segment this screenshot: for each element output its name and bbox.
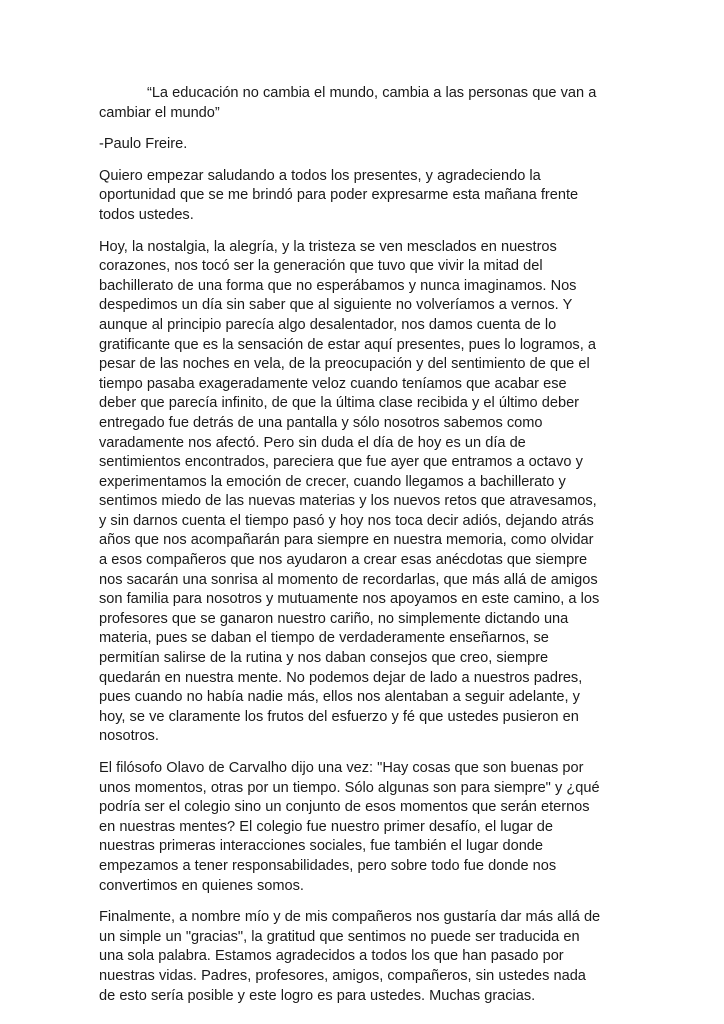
quote-attribution: -Paulo Freire. xyxy=(99,136,188,153)
paragraph-philosopher-quote: El filósofo Olavo de Carvalho dijo una vez: "Hay cosas que son buenas por unos momentos, otras por un tiempo. Sólo algunas son para siempre" y ¿qué podría ser el colegio sino un conjunto de esos momentos que serán eternos en nuestras mentes? El colegio fue nuestro primer desafío, el lugar de nuestras primeras interacciones sociales, fue también el lugar donde empezamos a tener responsabilidades, pero sobre todo fue donde nos convertimos en quienes somos. xyxy=(99,760,600,894)
epigraph-quote: “La educación no cambia el mundo, cambia a las personas que van a cambiar el mundo” xyxy=(99,85,597,121)
paragraph-main-body: Hoy, la nostalgia, la alegría, y la tristeza se ven mesclados en nuestros corazones, nos tocó ser la generación que tuvo que vivir la mitad del bachillerato de una forma que no esperábamos y nunca imaginamos. Nos despedimos un día sin saber que al siguiente no volveríamos a vernos. Y aunque al principio parecía algo desalentador, nos damos cuenta de lo gratificante que es la sensación de estar aquí presentes, pues lo logramos, a pesar de las noches en vela, de la preocupación y del sentimiento de que el tiempo pasaba exageradamente veloz cuando teníamos que acabar ese deber que parecía infinito, de que la última clase recibida y el último deber entregado fue detrás de una pantalla y sólo nosotros sabemos como varadamente nos afectó. Pero sin duda el día de hoy es un día de sentimientos encontrados, pareciera que fue ayer que entramos a octavo y experimentamos la emoción de crecer, cuando llegamos a bachillerato y sentimos miedo de las nuevas materias y los nuevos retos que atravesamos, y sin darnos cuenta el tiempo pasó y hoy nos toca decir adiós, dejando atrás años que nos acompañarán para siempre en nuestra memoria, como olvidar a esos compañeros que nos ayudaron a crear esas anécdotas que siempre nos sacarán una sonrisa al momento de recordarlas, que más allá de amigos son familia para nosotros y mutuamente nos apoyamos en este camino, a los profesores que se ganaron nuestro cariño, no simplemente dictando una materia, pues se daban el tiempo de verdaderamente enseñarnos, se permitían salirse de la rutina y nos daban consejos que creo, siempre quedarán en nuestra mente. No podemos dejar de lado a nuestros padres, pues cuando no había nadie más, ellos nos alentaban a seguir adelante, y hoy, se ve claramente los frutos del esfuerzo y fé que ustedes pusieron en nosotros. xyxy=(99,238,600,745)
document-text-body xyxy=(99,84,601,1006)
paragraph-closing: Finalmente, a nombre mío y de mis compañeros nos gustaría dar más allá de un simple un "gracias", la gratitud que sentimos no puede ser traducida en una sola palabra. Estamos agradecidos a todos los que han pasado por nuestras vidas. Padres, profesores, amigos, compañeros, sin ustedes nada de esto sería posible y este logro es para ustedes. Muchas gracias. xyxy=(99,909,601,1004)
paragraph-greeting: Quiero empezar saludando a todos los presentes, y agradeciendo la oportunidad que se me brindó para poder expresarme esta mañana frente todos ustedes. xyxy=(99,167,579,223)
